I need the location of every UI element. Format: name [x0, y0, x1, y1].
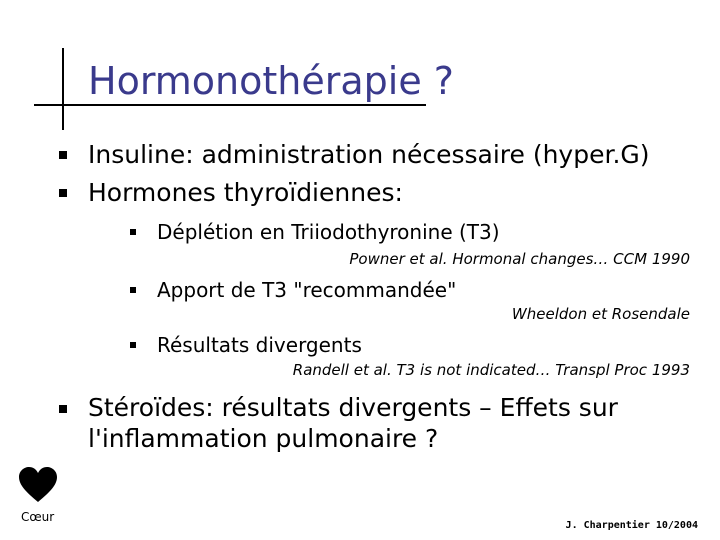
- bullet-steroides-line1: Stéroïdes: résultats divergents – Effets sur: [88, 393, 618, 422]
- slide-title: Hormonothérapie ?: [88, 59, 454, 103]
- square-bullet-icon: [130, 287, 136, 293]
- square-bullet-icon: [59, 189, 67, 197]
- reference-powner: Powner et al. Hormonal changes… CCM 1990: [349, 250, 690, 268]
- bullet-hormones-thyroidiennes: Hormones thyroïdiennes:: [88, 178, 403, 207]
- bullet-steroides-line2: l'inflammation pulmonaire ?: [88, 424, 439, 453]
- reference-randell: Randell et al. T3 is not indicated… Transpl Proc 1993: [292, 361, 690, 379]
- reference-wheeldon: Wheeldon et Rosendale: [511, 305, 690, 323]
- subbullet-depletion-t3: Déplétion en Triiodothyronine (T3): [157, 220, 500, 244]
- square-bullet-icon: [59, 151, 67, 159]
- heart-icon: [18, 466, 58, 504]
- title-vertical-rule: [62, 48, 64, 130]
- logo-label: Cœur: [21, 510, 55, 524]
- bullet-insuline: Insuline: administration nécessaire (hyper.G): [88, 140, 650, 169]
- square-bullet-icon: [130, 342, 136, 348]
- square-bullet-icon: [59, 405, 67, 413]
- footer-author-date: J. Charpentier 10/2004: [565, 520, 698, 531]
- subbullet-resultats-divergents: Résultats divergents: [157, 333, 362, 357]
- subbullet-apport-t3: Apport de T3 "recommandée": [157, 278, 457, 302]
- title-horizontal-rule: [34, 104, 426, 106]
- square-bullet-icon: [130, 229, 136, 235]
